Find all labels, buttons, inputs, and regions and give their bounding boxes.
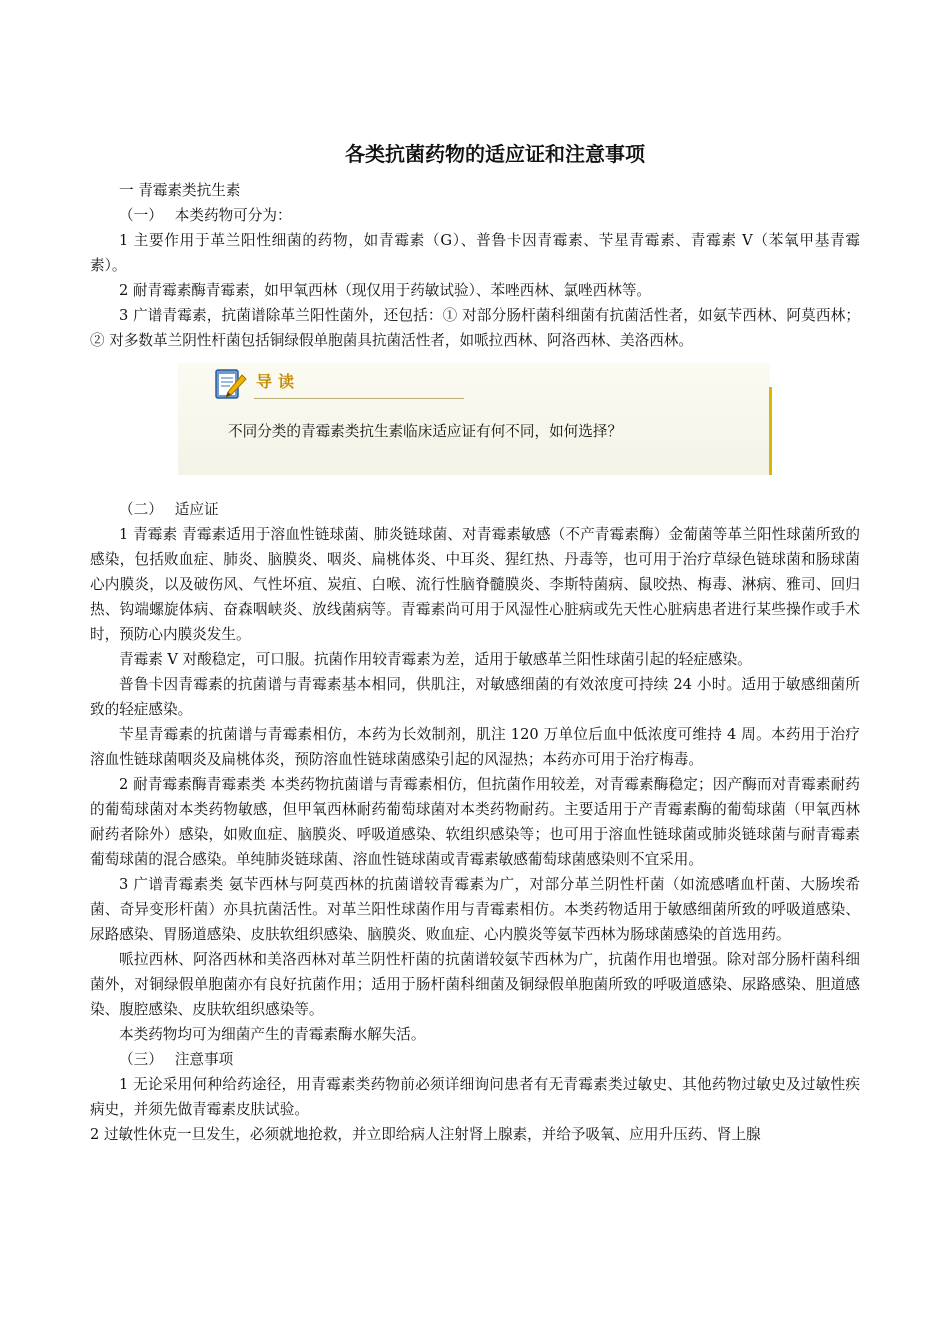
subsection-number: （二） [119, 501, 163, 518]
subsection-number: （三） [119, 1051, 163, 1068]
paragraph: 2 耐青霉素酶青霉素，如甲氧西林（现仅用于药敏试验）、苯唑西林、氯唑西林等。 [119, 282, 652, 299]
paragraph: 青霉素 V 对酸稳定，可口服。抗菌作用较青霉素为差，适用于敏感革兰阳性球菌引起的轻症感染。 [119, 651, 752, 668]
paragraph: 3 广谱青霉素类 氨苄西林与阿莫西林的抗菌谱较青霉素为广，对部分革兰阴性杆菌（如流感嗜血杆菌、大肠埃希菌、奇异变形杆菌）亦具抗菌活性。对革兰阳性球菌作用与青霉素相仿。本类药物适用于敏感细菌所致的呼吸道感染、尿路感染、胃肠道感染、皮肤软组织感染、脑膜炎、败血症、心内膜炎等氨苄西林为肠球菌感染的首选用药。 [90, 876, 860, 943]
callout-divider [254, 398, 464, 399]
notepad-pencil-icon [212, 367, 248, 403]
subsection-heading [90, 497, 860, 522]
paragraph: 1 无论采用何种给药途径，用青霉素类药物前必须详细询问患者有无青霉素类过敏史、其他药物过敏史及过敏性疾病史，并须先做青霉素皮肤试验。 [90, 1076, 860, 1118]
subsection-heading [90, 1047, 860, 1072]
section-heading: 一 青霉素类抗生素 [119, 182, 241, 199]
paragraph: 苄星青霉素的抗菌谱与青霉素相仿，本药为长效制剂，肌注 120 万单位后血中低浓度可维持 4 周。本药用于治疗溶血性链球菌咽炎及扁桃体炎，预防溶血性链球菌感染引起的风湿热；本药亦可用于治疗梅毒。 [90, 726, 860, 768]
reading-guide-box [178, 363, 770, 475]
subsection-text: 适应证 [174, 501, 219, 518]
paragraph: 2 过敏性休克一旦发生，必须就地抢救，并立即给病人注射肾上腺素，并给予吸氧、应用升压药、肾上腺 [90, 1126, 761, 1143]
callout-text: 不同分类的青霉素类抗生素临床适应证有何不同，如何选择？ [228, 423, 623, 440]
paragraph: 普鲁卡因青霉素的抗菌谱与青霉素基本相同，供肌注，对敏感细菌的有效浓度可持续 24 小时。适用于敏感细菌所致的轻症感染。 [90, 676, 860, 718]
document-title: 各类抗菌药物的适应证和注意事项 [345, 142, 645, 166]
subsection-heading [90, 203, 860, 228]
callout-accent-bar [769, 387, 772, 475]
subsection-text: 注意事项 [174, 1051, 234, 1068]
paragraph: 1 主要作用于革兰阳性细菌的药物，如青霉素（G）、普鲁卡因青霉素、苄星青霉素、青霉素 V（苯氧甲基青霉素）。 [90, 232, 860, 274]
paragraph: 3 广谱青霉素，抗菌谱除革兰阳性菌外，还包括：① 对部分肠杆菌科细菌有抗菌活性者，如氨苄西林、阿莫西林；② 对多数革兰阴性杆菌包括铜绿假单胞菌具抗菌活性者，如哌拉西林、阿洛西林、美洛西林。 [90, 307, 860, 349]
subsection-text: 本类药物可分为： [174, 207, 292, 224]
paragraph: 1 青霉素 青霉素适用于溶血性链球菌、肺炎链球菌、对青霉素敏感（不产青霉素酶）金葡菌等革兰阳性球菌所致的感染，包括败血症、肺炎、脑膜炎、咽炎、扁桃体炎、中耳炎、猩红热、丹毒等，也可用于治疗草绿色链球菌和肠球菌心内膜炎，以及破伤风、气性坏疽、炭疽、白喉、流行性脑脊髓膜炎、李斯特菌病、鼠咬热、梅毒、淋病、雅司、回归热、钩端螺旋体病、奋森咽峡炎、放线菌病等。青霉素尚可用于风湿性心脏病或先天性心脏病患者进行某些操作或手术时，预防心内膜炎发生。 [90, 526, 860, 643]
paragraph: 本类药物均可为细菌产生的青霉素酶水解失活。 [119, 1026, 426, 1043]
callout-label: 导读 [256, 372, 301, 391]
paragraph: 2 耐青霉素酶青霉素类 本类药物抗菌谱与青霉素相仿，但抗菌作用较差，对青霉素酶稳定；因产酶而对青霉素耐药的葡萄球菌对本类药物敏感，但甲氧西林耐药葡萄球菌对本类药物耐药。主要适用于产青霉素酶的葡萄球菌（甲氧西林耐药者除外）感染，如败血症、脑膜炎、呼吸道感染、软组织感染等；也可用于溶血性链球菌或肺炎链球菌与耐青霉素葡萄球菌的混合感染。单纯肺炎链球菌、溶血性链球菌或青霉素敏感葡萄球菌感染则不宜采用。 [90, 776, 860, 868]
subsection-number: （一） [119, 207, 163, 224]
paragraph: 哌拉西林、阿洛西林和美洛西林对革兰阴性杆菌的抗菌谱较氨苄西林为广，抗菌作用也增强。除对部分肠杆菌科细菌外，对铜绿假单胞菌亦有良好抗菌作用；适用于肠杆菌科细菌及铜绿假单胞菌所致的呼吸道感染、尿路感染、胆道感染、腹腔感染、皮肤软组织感染等。 [90, 951, 860, 1018]
document-page [90, 140, 860, 1147]
